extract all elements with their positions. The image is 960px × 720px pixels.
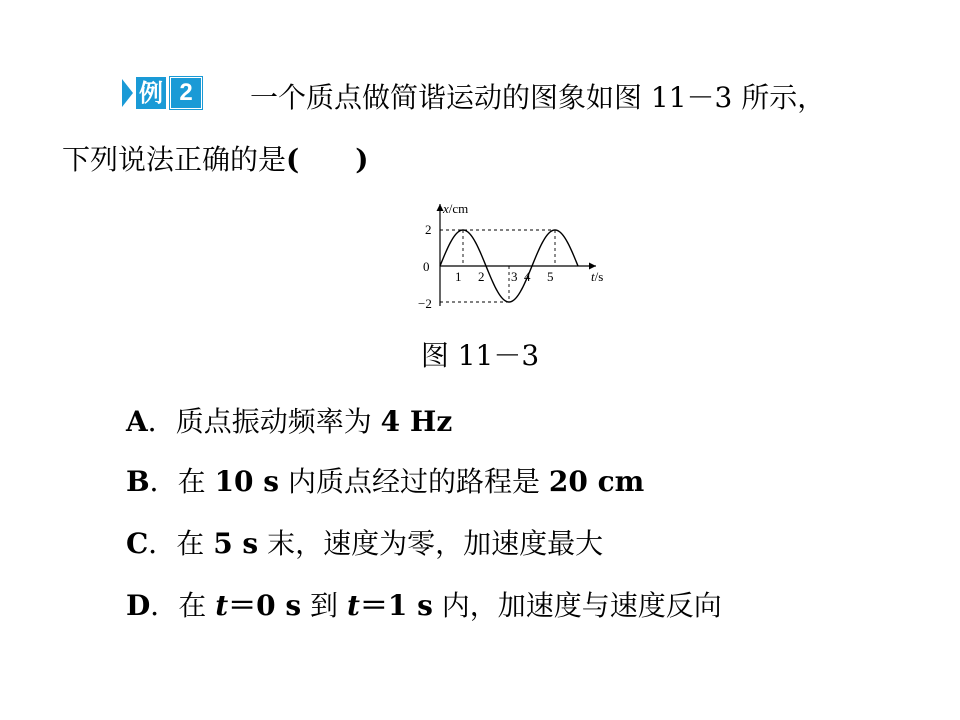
x-tick-label: 2 [478,269,485,284]
option-letter: B [126,465,150,498]
option-b[interactable]: B．在 10 s 内质点经过的路程是 20 cm [126,465,645,498]
displacement-time-graph [410,196,620,316]
question-line-2 [62,140,369,180]
option-d[interactable]: D．在 t＝0 s 到 t＝1 s 内，加速度与速度反向 [126,589,722,622]
example-label: 例 [136,77,166,109]
figure-caption: 图 11－3 [420,339,540,372]
arrow-icon [122,79,133,107]
x-tick-label: 3 [511,269,518,284]
option-letter: A [126,405,148,438]
option-letter: C [126,527,149,560]
example-number: 2 [170,77,202,109]
question-text: 下列说法正确的是 [62,143,287,176]
x-tick-label: 1 [455,269,462,284]
x-tick-label: 5 [547,269,554,284]
x-axis-label: t/s [591,269,604,284]
option-c[interactable]: C．在 5 s 末，速度为零，加速度最大 [126,527,604,560]
origin-label: 0 [423,259,430,274]
answer-paren: ( ) [286,143,369,176]
y-tick-2: 2 [425,222,432,237]
y-tick-neg2: −2 [418,296,432,311]
option-letter: D [126,589,151,622]
option-a[interactable]: A．质点振动频率为 4 Hz [126,405,453,438]
y-axis-label: x/cm [443,201,469,216]
oscillation-figure [410,196,620,316]
example-badge [122,74,202,112]
question-line-1: 一个质点做简谐运动的图象如图 11－3 所示， [250,81,826,114]
x-tick-label: 4 [524,269,531,284]
